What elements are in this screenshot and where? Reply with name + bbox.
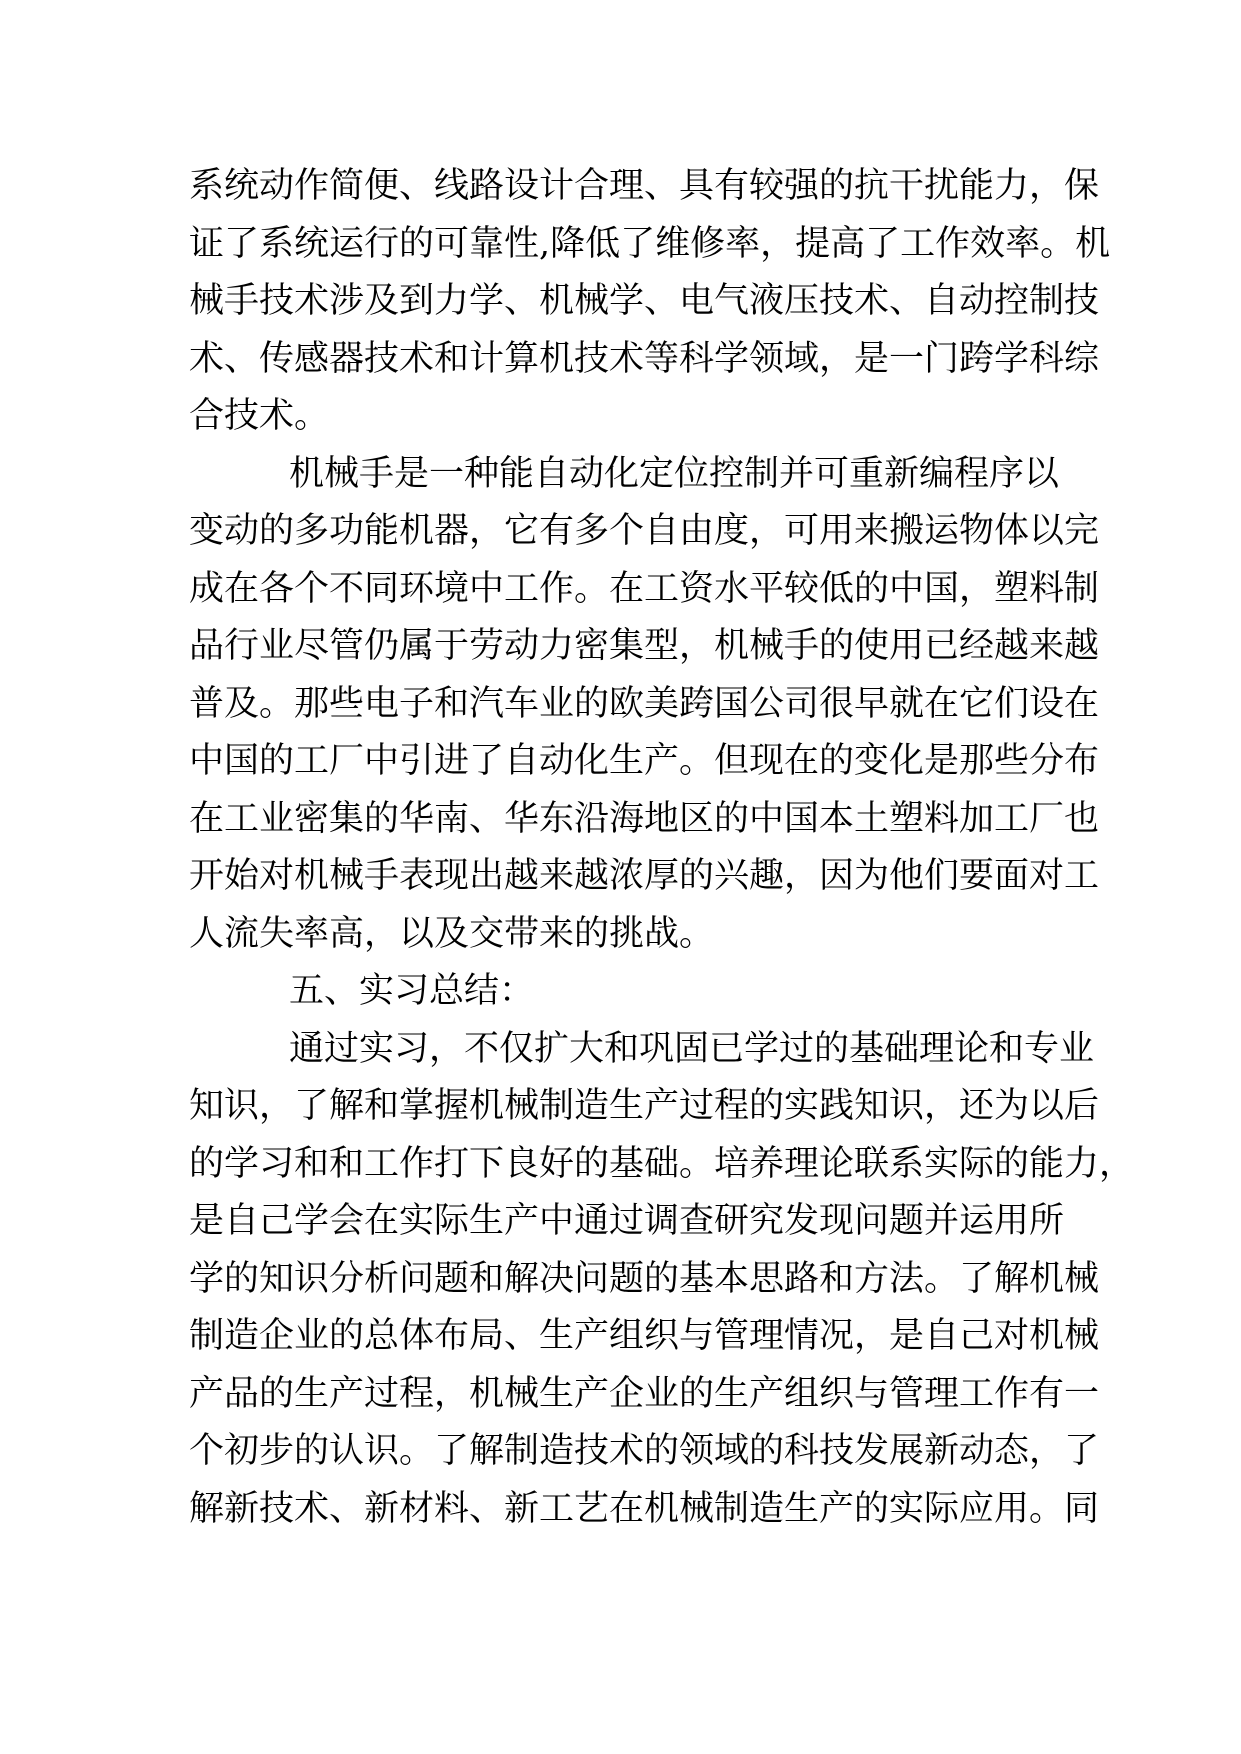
text-line: 解新技术、新材料、新工艺在机械制造生产的实际应用。同 (189, 1488, 1100, 1529)
text-line: 械手技术涉及到力学、机械学、电气液压技术、自动控制技 (189, 281, 1100, 321)
body-text (189, 158, 1135, 1538)
text-line: 开始对机械手表现出越来越浓厚的兴趣，因为他们要面对工 (189, 856, 1100, 896)
text-line: 通过实习，不仅扩大和巩固已学过的基础理论和专业 (289, 1028, 1095, 1069)
text-line: 的学习和和工作打下良好的基础。培养理论联系实际的能力， (189, 1143, 1135, 1184)
section-heading (189, 963, 1059, 1021)
paragraph (189, 446, 1100, 964)
text-line: 普及。那些电子和汽车业的欧美跨国公司很早就在它们设在 (189, 683, 1100, 724)
text-line: 证了系统运行的可靠性,降低了维修率，提高了工作效率。机 (189, 223, 1111, 264)
text-line: 是自己学会在实际生产中通过调查研究发现问题并运用所 (189, 1201, 1065, 1241)
text-line: 系统动作简便、线路设计合理、具有较强的抗干扰能力，保 (189, 166, 1100, 206)
text-line: 合技术。 (189, 396, 330, 436)
paragraph (189, 158, 1111, 446)
text-line: 机械手是一种能自动化定位控制并可重新编程序以 (289, 453, 1060, 494)
text-line: 品行业尽管仍属于劳动力密集型，机械手的使用已经越来越 (189, 626, 1100, 666)
text-line: 制造企业的总体布局、生产组织与管理情况，是自己对机械 (189, 1316, 1100, 1356)
text-line: 中国的工厂中引进了自动化生产。但现在的变化是那些分布 (189, 741, 1100, 781)
text-line: 术、传感器技术和计算机技术等科学领域，是一门跨学科综 (189, 338, 1100, 379)
text-line: 在工业密集的华南、华东沿海地区的中国本土塑料加工厂也 (189, 798, 1100, 839)
text-line: 产品的生产过程，机械生产企业的生产组织与管理工作有一 (189, 1373, 1100, 1414)
text-line: 学的知识分析问题和解决问题的基本思路和方法。了解机械 (189, 1258, 1100, 1299)
heading-text: 五、实习总结： (289, 971, 535, 1011)
text-line: 成在各个不同环境中工作。在工资水平较低的中国，塑料制 (189, 568, 1100, 609)
text-line: 人流失率高，以及交带来的挑战。 (189, 913, 715, 954)
text-line: 知识，了解和掌握机械制造生产过程的实践知识，还为以后 (189, 1086, 1100, 1126)
text-line: 个初步的认识。了解制造技术的领域的科技发展新动态，了 (189, 1431, 1100, 1471)
paragraph (189, 1021, 1135, 1539)
text-line: 变动的多功能机器，它有多个自由度，可用来搬运物体以完 (189, 511, 1100, 551)
